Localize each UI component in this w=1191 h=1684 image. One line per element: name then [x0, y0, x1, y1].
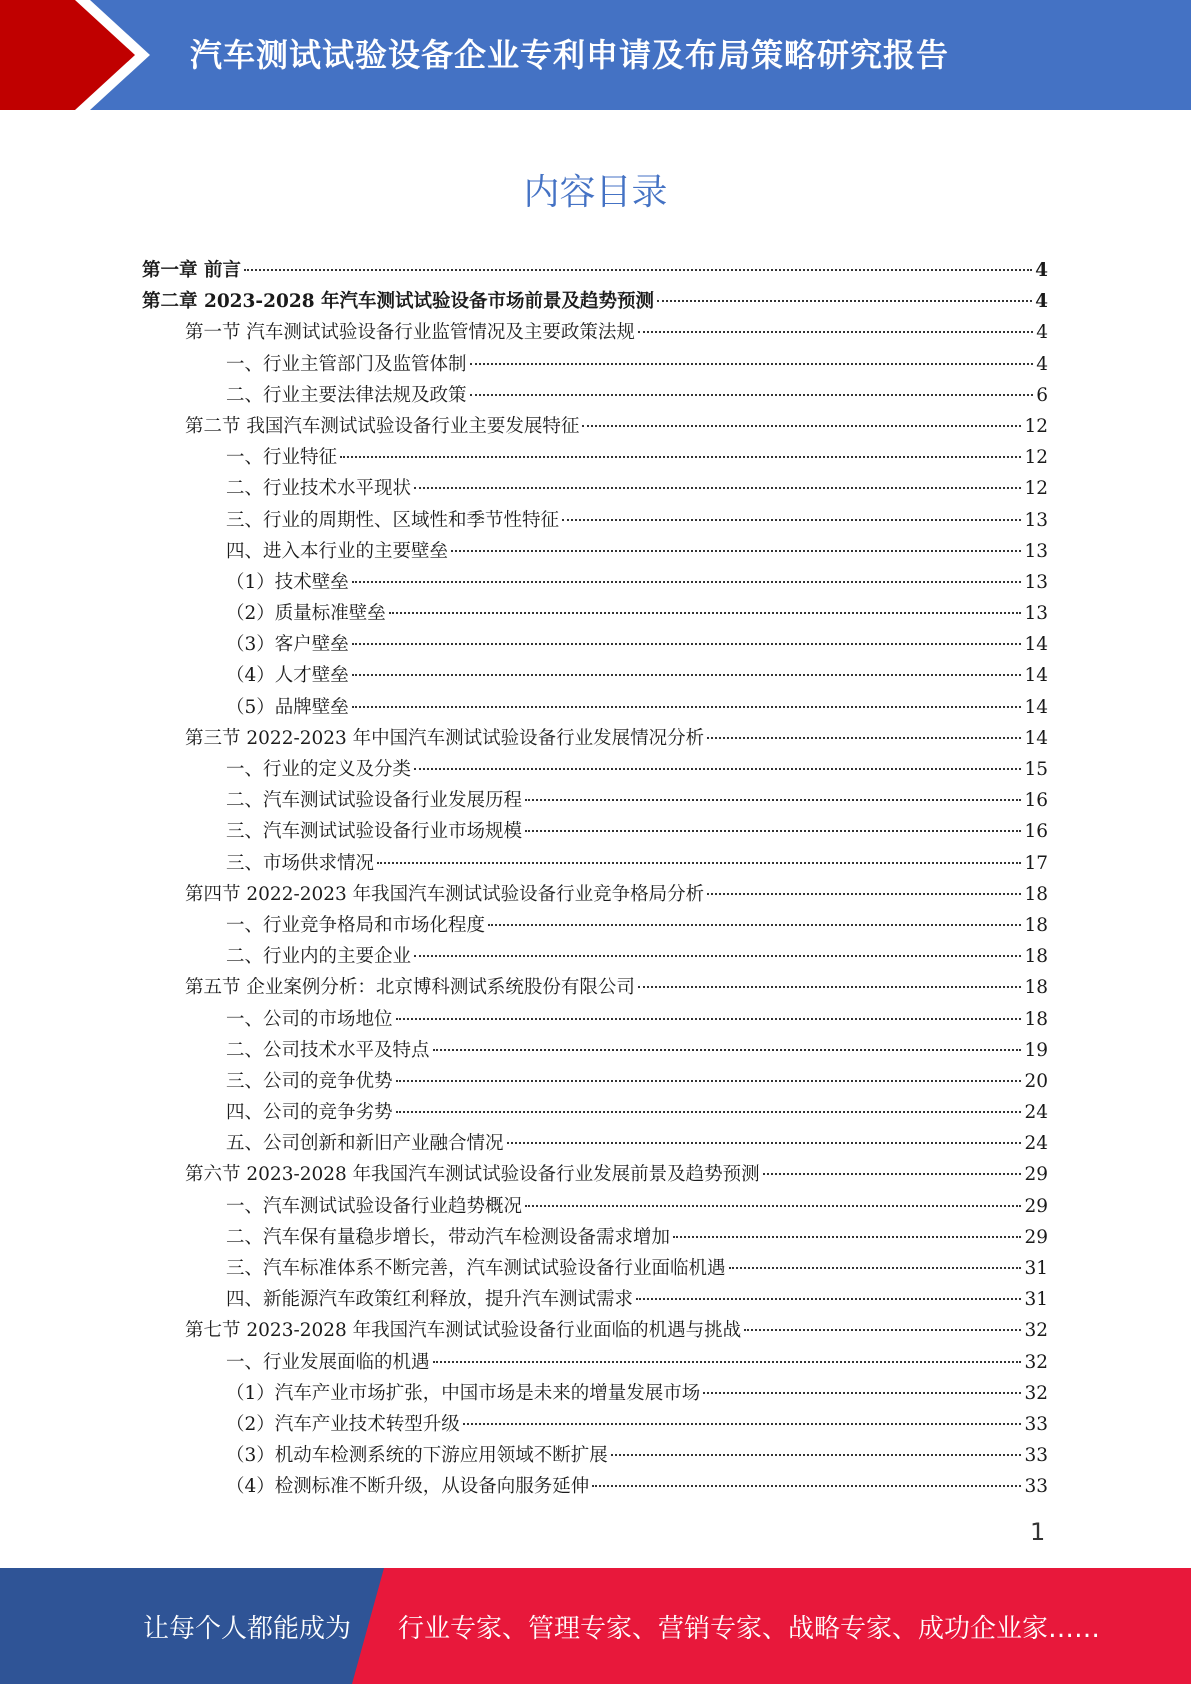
dot-leader: [396, 1018, 1022, 1020]
dot-leader: [562, 519, 1021, 521]
dot-leader: [352, 674, 1022, 676]
toc-entry[interactable]: [142, 536, 1048, 567]
dot-leader: [470, 394, 1034, 396]
dot-leader: [396, 1111, 1022, 1113]
toc-entry-title: （2）质量标准壁垒: [226, 603, 386, 625]
toc-entry[interactable]: [142, 349, 1048, 380]
dot-leader: [488, 924, 1021, 926]
toc-entry-title: （1）技术壁垒: [226, 571, 349, 593]
toc-entry-title: （1）汽车产业市场扩张，中国市场是未来的增量发展市场: [226, 1382, 701, 1404]
dot-leader: [507, 1142, 1022, 1144]
table-of-contents: [142, 255, 1048, 1503]
dot-leader: [525, 830, 1021, 832]
dot-leader: [638, 331, 1033, 333]
toc-entry-title: 二、行业内的主要企业: [226, 946, 412, 968]
toc-entry-title: 二、行业技术水平现状: [226, 478, 412, 500]
toc-entry[interactable]: [142, 473, 1048, 504]
toc-entry[interactable]: [142, 1035, 1048, 1066]
toc-entry-page: 18: [1024, 977, 1048, 999]
toc-entry[interactable]: [142, 1004, 1048, 1035]
toc-entry[interactable]: [142, 941, 1048, 972]
toc-entry[interactable]: [142, 598, 1048, 629]
toc-entry-title: （5）品牌壁垒: [226, 696, 349, 718]
toc-entry[interactable]: [142, 1253, 1048, 1284]
toc-entry-page: 29: [1024, 1226, 1048, 1248]
toc-entry-title: 二、汽车保有量稳步增长，带动汽车检测设备需求增加: [226, 1226, 671, 1248]
dot-leader: [611, 1454, 1022, 1456]
toc-entry-page: 32: [1024, 1382, 1048, 1404]
toc-entry[interactable]: [142, 380, 1048, 411]
toc-entry-page: 32: [1024, 1351, 1048, 1373]
toc-entry-title: （4）人才壁垒: [226, 665, 349, 687]
toc-entry-page: 16: [1024, 790, 1048, 812]
dot-leader: [636, 1298, 1021, 1300]
toc-entry[interactable]: [142, 505, 1048, 536]
toc-entry-page: 33: [1024, 1476, 1048, 1498]
dot-leader: [525, 1205, 1021, 1207]
toc-entry-page: 32: [1024, 1320, 1048, 1342]
toc-entry-page: 24: [1024, 1102, 1048, 1124]
toc-entry-page: 16: [1024, 821, 1048, 843]
toc-entry[interactable]: [142, 972, 1048, 1003]
toc-entry-page: 14: [1024, 634, 1048, 656]
toc-entry-title: 一、行业的定义及分类: [226, 759, 412, 780]
toc-entry[interactable]: [142, 879, 1048, 910]
dot-leader: [451, 550, 1021, 552]
toc-entry-page: 18: [1024, 946, 1048, 968]
dot-leader: [638, 986, 1022, 988]
toc-entry[interactable]: [142, 1222, 1048, 1253]
toc-entry[interactable]: [142, 1378, 1048, 1409]
toc-entry[interactable]: [142, 848, 1048, 879]
dot-leader: [377, 862, 1021, 864]
toc-entry-page: 14: [1024, 696, 1048, 718]
toc-entry[interactable]: [142, 1471, 1048, 1502]
dot-leader: [707, 737, 1021, 739]
footer-slogan-left: 让每个人都能成为: [143, 1614, 352, 1644]
dot-leader: [525, 799, 1021, 801]
toc-entry[interactable]: [142, 754, 1048, 785]
toc-entry-title: 四、进入本行业的主要壁垒: [226, 540, 449, 562]
toc-entry-page: 4: [1036, 353, 1048, 375]
dot-leader: [244, 269, 1032, 271]
toc-entry-title: 一、行业发展面临的机遇: [226, 1351, 430, 1373]
toc-entry-title: 第一节 汽车测试试验设备行业监管情况及主要政策法规: [185, 322, 635, 344]
toc-entry-title: 一、公司的市场地位: [226, 1008, 393, 1030]
dot-leader: [414, 487, 1021, 489]
toc-entry-title: 三、市场供求情况: [226, 852, 375, 874]
dot-leader: [352, 643, 1022, 645]
toc-entry[interactable]: [142, 442, 1048, 473]
toc-entry[interactable]: [142, 567, 1048, 598]
toc-entry[interactable]: [142, 286, 1048, 317]
toc-entry[interactable]: [142, 816, 1048, 847]
toc-entry-title: 五、公司创新和新旧产业融合情况: [226, 1133, 504, 1155]
toc-heading: 内容目录: [523, 172, 668, 213]
toc-entry-title: 第三节 2022-2023 年中国汽车测试试验设备行业发展情况分析: [185, 727, 705, 749]
toc-entry-title: 一、行业特征: [226, 447, 338, 469]
toc-entry-title: 三、行业的周期性、区域性和季节性特征: [226, 509, 560, 531]
dot-leader: [729, 1267, 1022, 1269]
dot-leader: [673, 1236, 1021, 1238]
toc-entry-page: 31: [1024, 1258, 1048, 1279]
toc-entry-title: 二、公司技术水平及特点: [226, 1039, 430, 1061]
toc-entry-page: 12: [1024, 478, 1048, 500]
toc-entry[interactable]: [142, 1284, 1048, 1315]
dot-leader: [414, 768, 1021, 770]
toc-entry-page: 12: [1024, 415, 1048, 437]
toc-entry-page: 33: [1024, 1445, 1048, 1467]
toc-entry-page: 14: [1024, 727, 1048, 749]
dot-leader: [582, 425, 1021, 427]
page-number: 1: [1030, 1518, 1046, 1546]
toc-entry-title: 一、汽车测试试验设备行业趋势概况: [226, 1195, 523, 1217]
toc-entry-title: 第一章 前言: [142, 260, 241, 281]
toc-entry-title: 第五节 企业案例分析：北京博科测试系统股份有限公司: [185, 977, 635, 999]
toc-entry-title: 一、行业竞争格局和市场化程度: [226, 914, 486, 936]
toc-entry-title: 第六节 2023-2028 年我国汽车测试试验设备行业发展前景及趋势预测: [185, 1164, 760, 1186]
toc-entry-title: 二、行业主要法律法规及政策: [226, 384, 467, 406]
toc-entry[interactable]: [142, 411, 1048, 442]
toc-entry-page: 15: [1024, 759, 1048, 780]
toc-entry-title: （3）机动车检测系统的下游应用领域不断扩展: [226, 1445, 608, 1467]
toc-entry[interactable]: [142, 910, 1048, 941]
toc-entry[interactable]: [142, 723, 1048, 754]
toc-entry[interactable]: [142, 692, 1048, 723]
toc-entry-page: 17: [1024, 852, 1048, 874]
dot-leader: [703, 1392, 1021, 1394]
toc-entry-page: 33: [1024, 1413, 1048, 1435]
toc-entry-page: 18: [1024, 1008, 1048, 1030]
toc-entry-page: 19: [1024, 1039, 1048, 1061]
dot-leader: [707, 893, 1021, 895]
toc-entry-page: 14: [1024, 665, 1048, 687]
toc-entry-page: 18: [1024, 914, 1048, 936]
footer-banner: [0, 1568, 1191, 1684]
toc-entry-title: 二、汽车测试试验设备行业发展历程: [226, 790, 523, 812]
header-banner: [0, 0, 1191, 110]
toc-entry[interactable]: [142, 317, 1048, 348]
toc-entry-title: 三、汽车标准体系不断完善，汽车测试试验设备行业面临机遇: [226, 1258, 726, 1279]
toc-entry-title: 第七节 2023-2028 年我国汽车测试试验设备行业面临的机遇与挑战: [185, 1320, 742, 1342]
toc-entry[interactable]: [142, 1440, 1048, 1471]
toc-entry[interactable]: [142, 255, 1048, 286]
dot-leader: [389, 612, 1022, 614]
toc-entry[interactable]: [142, 629, 1048, 660]
toc-entry-page: 31: [1024, 1289, 1048, 1311]
dot-leader: [352, 706, 1022, 708]
toc-entry-title: 四、公司的竞争劣势: [226, 1102, 393, 1124]
toc-entry[interactable]: [142, 1315, 1048, 1346]
dot-leader: [657, 300, 1032, 302]
toc-entry-title: 第二章 2023-2028 年汽车测试试验设备市场前景及趋势预测: [142, 291, 655, 313]
toc-entry-page: 24: [1024, 1133, 1048, 1155]
toc-entry[interactable]: [142, 1347, 1048, 1378]
toc-entry-page: 29: [1024, 1164, 1048, 1186]
toc-entry-page: 20: [1024, 1070, 1048, 1092]
toc-entry[interactable]: [142, 1409, 1048, 1440]
dot-leader: [463, 1423, 1022, 1425]
toc-entry-title: （4）检测标准不断升级，从设备向服务延伸: [226, 1476, 590, 1498]
toc-entry[interactable]: [142, 785, 1048, 816]
toc-entry-page: 6: [1036, 384, 1048, 406]
toc-entry[interactable]: [142, 1191, 1048, 1222]
toc-entry[interactable]: [142, 1159, 1048, 1190]
dot-leader: [744, 1329, 1021, 1331]
toc-entry-page: 29: [1024, 1195, 1048, 1217]
toc-entry-page: 13: [1024, 571, 1048, 593]
toc-entry-page: 13: [1024, 603, 1048, 625]
toc-entry[interactable]: [142, 1066, 1048, 1097]
toc-entry-title: 第二节 我国汽车测试试验设备行业主要发展特征: [185, 415, 580, 437]
dot-leader: [414, 955, 1021, 957]
toc-entry-title: 一、行业主管部门及监管体制: [226, 353, 467, 375]
toc-entry-page: 13: [1024, 509, 1048, 531]
toc-entry-page: 12: [1024, 447, 1048, 469]
footer-slogan-right: 行业专家、管理专家、营销专家、战略专家、成功企业家……: [398, 1614, 1101, 1644]
toc-entry-title: （3）客户壁垒: [226, 634, 349, 656]
report-title: 汽车测试试验设备企业专利申请及布局策略研究报告: [190, 36, 950, 74]
dot-leader: [340, 456, 1021, 458]
toc-entry-title: 第四节 2022-2023 年我国汽车测试试验设备行业竞争格局分析: [185, 883, 705, 905]
toc-entry-title: （2）汽车产业技术转型升级: [226, 1413, 460, 1435]
toc-entry-page: 4: [1035, 260, 1048, 281]
toc-entry-title: 三、公司的竞争优势: [226, 1070, 393, 1092]
dot-leader: [396, 1080, 1022, 1082]
toc-entry-page: 4: [1036, 322, 1048, 344]
toc-entry-page: 18: [1024, 883, 1048, 905]
toc-entry-title: 三、汽车测试试验设备行业市场规模: [226, 821, 523, 843]
dot-leader: [763, 1173, 1022, 1175]
toc-entry-title: 四、新能源汽车政策红利释放，提升汽车测试需求: [226, 1289, 634, 1311]
toc-entry[interactable]: [142, 1128, 1048, 1159]
toc-entry-page: 4: [1035, 291, 1048, 313]
dot-leader: [470, 363, 1034, 365]
dot-leader: [592, 1485, 1021, 1487]
dot-leader: [433, 1049, 1022, 1051]
toc-entry[interactable]: [142, 660, 1048, 691]
toc-entry[interactable]: [142, 1097, 1048, 1128]
dot-leader: [433, 1361, 1022, 1363]
toc-entry-page: 13: [1024, 540, 1048, 562]
dot-leader: [352, 581, 1022, 583]
